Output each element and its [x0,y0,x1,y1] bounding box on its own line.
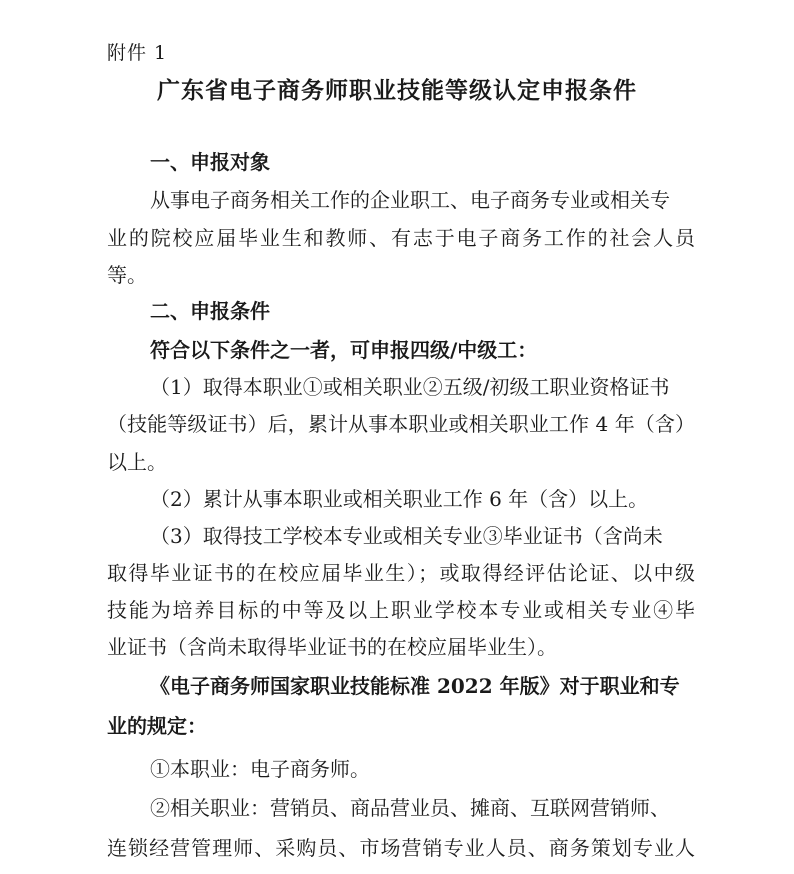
condition-1-line: （技能等级证书）后，累计从事本职业或相关职业工作 4 年（含） [107,412,695,436]
note-occupation: ①本职业：电子商务师。 [150,757,370,781]
section-heading-applicants: 一、申报对象 [150,150,270,174]
standard-note-line: 业的规定： [107,714,207,738]
condition-3-line: 取得毕业证书的在校应届毕业生）；或取得经评估论证、以中级 [107,561,695,585]
paragraph-line: 业的院校应届毕业生和教师、有志于电子商务工作的社会人员 [107,226,695,250]
condition-3-line: 业证书（含尚未取得毕业证书的在校应届毕业生）。 [107,635,557,659]
section-heading-conditions: 二、申报条件 [150,299,270,323]
condition-1-line: （1）取得本职业①或相关职业②五级/初级工职业资格证书 [150,375,670,399]
document-title: 广东省电子商务师职业技能等级认定申报条件 [157,77,637,104]
paragraph-line: 从事电子商务相关工作的企业职工、电子商务专业或相关专 [150,188,670,212]
note-related-occupations-line: ②相关职业：营销员、商品营业员、摊商、互联网营销师、 [150,796,670,820]
note-related-occupations-line: 连锁经营管理师、采购员、市场营销专业人员、商务策划专业人 [107,836,695,860]
condition-3-line: 技能为培养目标的中等及以上职业学校本专业或相关专业④毕 [107,598,695,622]
attachment-label: 附件 1 [107,42,168,64]
condition-1-line: 以上。 [107,450,167,474]
standard-note-line: 《电子商务师国家职业技能标准 2022 年版》对于职业和专 [150,674,680,698]
condition-2-line: （2）累计从事本职业或相关职业工作 6 年（含）以上。 [150,487,649,511]
paragraph-line: 等。 [107,263,147,287]
conditions-subheading: 符合以下条件之一者，可申报四级/中级工： [150,338,538,362]
condition-3-line: （3）取得技工学校本专业或相关专业③毕业证书（含尚未 [150,524,663,548]
